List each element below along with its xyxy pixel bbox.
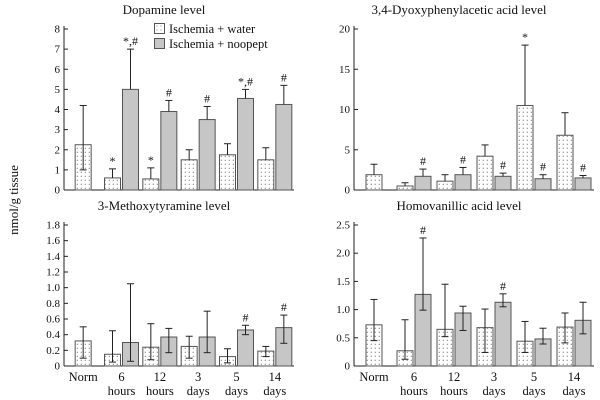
- bar-water: [181, 160, 197, 190]
- noopept-swatch-icon: [154, 38, 165, 49]
- y-tick-label: 3: [54, 124, 60, 137]
- y-tick-label: 5: [54, 83, 60, 96]
- significance-annotation: #: [165, 85, 172, 100]
- x-tick-label: 12: [153, 370, 167, 384]
- significance-annotation: #: [204, 91, 211, 106]
- significance-annotation: #: [280, 300, 287, 315]
- y-tick-label: 20: [339, 23, 350, 36]
- y-tick-label: 1.8: [46, 219, 60, 232]
- legend-label: Ischemia + water: [169, 22, 256, 36]
- y-tick-label: 7: [54, 43, 60, 56]
- y-tick-label: 0: [344, 184, 350, 196]
- bar-water: [220, 155, 236, 190]
- bar-noopept: [495, 176, 511, 190]
- significance-annotation: #: [460, 152, 466, 167]
- x-tick-label: days: [562, 384, 586, 398]
- significance-annotation: #: [500, 158, 506, 173]
- chart-title: 3-Methoxytyramine level: [97, 198, 231, 213]
- bar-water: [143, 179, 159, 190]
- bar-water: [477, 156, 493, 190]
- y-tick-label: 1.4: [46, 250, 60, 263]
- y-tick-label: 1.0: [46, 282, 60, 295]
- chart-homovanillic: [318, 196, 600, 400]
- significance-annotation: *: [147, 152, 154, 167]
- y-tick-label: 0: [54, 360, 60, 373]
- bar-noopept: [495, 302, 511, 366]
- legend-item-water: [154, 22, 268, 37]
- chart-methoxytyramine: [28, 196, 300, 400]
- x-tick-label: 14: [268, 370, 282, 384]
- significance-annotation: #: [420, 154, 426, 169]
- significance-annotation: #: [420, 222, 426, 237]
- x-tick-label: 6: [118, 370, 125, 384]
- x-tick-label: days: [263, 384, 287, 398]
- x-tick-label: hours: [145, 384, 174, 398]
- significance-annotation: #: [242, 310, 249, 325]
- water-swatch-icon: [154, 23, 165, 34]
- x-tick-label: 3: [195, 370, 202, 384]
- bar-noopept: [199, 120, 215, 190]
- y-tick-label: 1.5: [336, 275, 350, 288]
- bar-noopept: [238, 98, 254, 190]
- significance-annotation: #: [580, 160, 586, 175]
- x-tick-label: 6: [410, 370, 418, 384]
- x-tick-label: Norm: [68, 370, 98, 384]
- x-tick-label: Norm: [359, 370, 389, 384]
- significance-annotation: #: [540, 159, 546, 174]
- y-tick-label: 0.5: [336, 332, 350, 345]
- bar-water: [517, 105, 533, 190]
- legend-label: Ischemia + noopept: [169, 37, 268, 51]
- bar-noopept: [575, 178, 591, 190]
- x-tick-label: 3: [490, 370, 498, 384]
- significance-annotation: #: [500, 278, 506, 293]
- chart-title: Homovanillic acid level: [396, 198, 522, 213]
- y-tick-label: 1.0: [336, 304, 350, 317]
- y-tick-label: 0.8: [46, 297, 60, 310]
- y-tick-label: 0: [54, 184, 60, 196]
- bar-noopept: [535, 179, 551, 190]
- y-tick-label: 5: [344, 144, 350, 157]
- significance-annotation: *: [109, 153, 116, 168]
- chart-plot: [318, 215, 600, 400]
- y-tick-label: 8: [54, 23, 60, 36]
- x-tick-label: 14: [567, 370, 581, 384]
- x-tick-label: hours: [440, 384, 468, 398]
- significance-annotation: *,#: [123, 34, 138, 49]
- x-tick-label: 5: [530, 370, 538, 384]
- y-tick-label: 0.2: [46, 344, 60, 357]
- significance-annotation: #: [280, 70, 287, 85]
- bar-water: [397, 186, 413, 190]
- y-tick-label: 6: [54, 63, 60, 76]
- bar-water: [437, 181, 453, 190]
- bar-noopept: [123, 89, 139, 190]
- bar-water: [557, 135, 573, 190]
- y-tick-label: 0: [344, 360, 350, 373]
- y-tick-label: 1.2: [46, 266, 60, 279]
- y-tick-label: 15: [339, 63, 350, 76]
- bar-noopept: [161, 112, 177, 190]
- x-tick-label: hours: [400, 384, 428, 398]
- x-tick-label: days: [522, 384, 546, 398]
- chart-title: 3,4-Dyoxyphenylacetic acid level: [371, 2, 547, 17]
- x-tick-label: days: [186, 384, 210, 398]
- chart-plot: [28, 215, 300, 400]
- x-tick-label: 12: [447, 370, 461, 384]
- x-tick-label: 5: [233, 370, 240, 384]
- bar-water: [366, 175, 382, 190]
- chart-dopamine: [28, 0, 300, 196]
- bar-water: [258, 160, 274, 190]
- chart-plot: [318, 19, 600, 196]
- y-tick-label: 2: [54, 144, 60, 157]
- y-tick-label: 4: [54, 104, 60, 116]
- y-tick-label: 1.6: [46, 235, 60, 248]
- bar-noopept: [455, 175, 471, 190]
- bar-noopept: [415, 176, 431, 190]
- y-tick-label: 0.4: [46, 329, 60, 342]
- legend-item-noopept: [154, 37, 268, 52]
- y-tick-label: 2.0: [336, 247, 350, 260]
- x-tick-label: days: [225, 384, 248, 398]
- legend: [154, 22, 268, 52]
- bar-noopept: [238, 330, 254, 366]
- x-tick-label: hours: [107, 384, 136, 398]
- y-tick-label: 10: [339, 104, 350, 116]
- y-axis-label: nmol/g tissue: [6, 165, 21, 235]
- y-tick-label: 0.6: [46, 313, 60, 326]
- y-tick-label: 2.5: [336, 219, 350, 232]
- chart-title: Dopamine level: [122, 2, 206, 17]
- significance-annotation: *: [522, 30, 528, 45]
- chart-dopac: [318, 0, 600, 196]
- bar-noopept: [276, 104, 292, 190]
- y-tick-label: 1: [54, 164, 60, 177]
- bar-water: [105, 178, 121, 190]
- x-tick-label: days: [482, 384, 506, 398]
- significance-annotation: *,#: [238, 74, 253, 89]
